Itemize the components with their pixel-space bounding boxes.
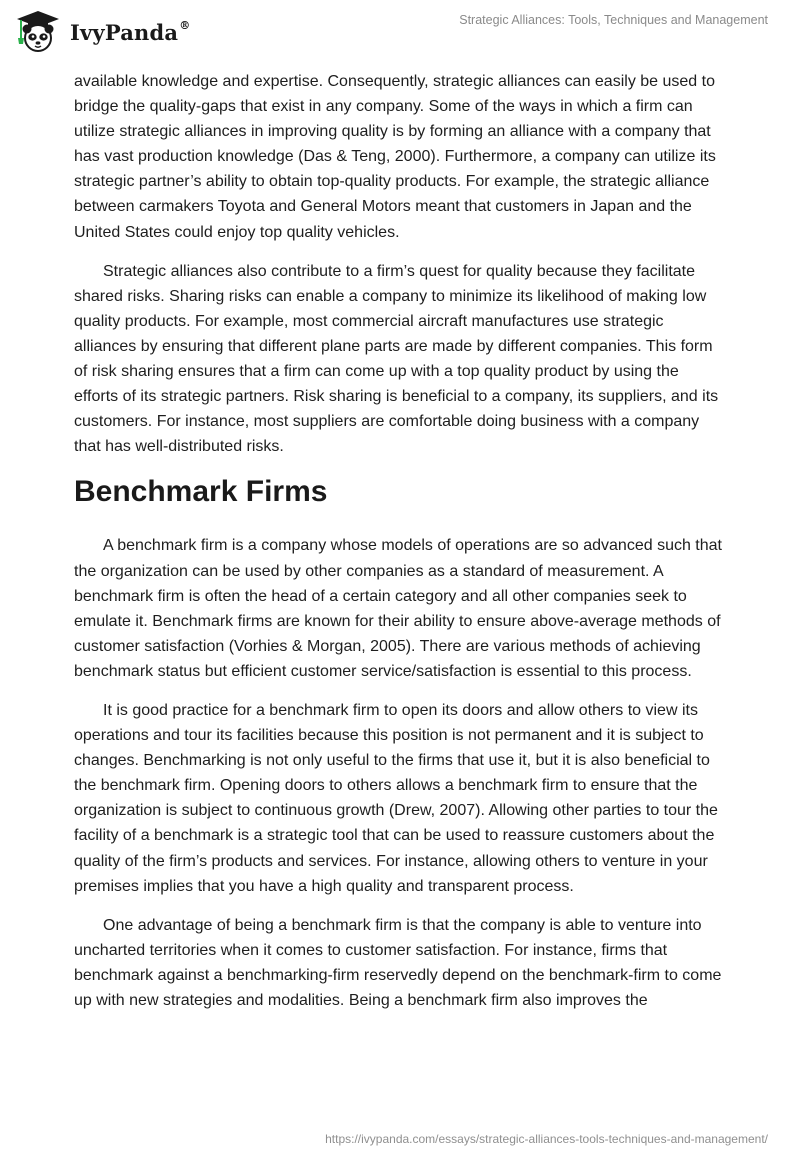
panda-graduate-icon: [14, 8, 62, 54]
section-heading: Benchmark Firms: [74, 475, 328, 509]
document-title: Strategic Alliances: Tools, Techniques and Management: [459, 13, 768, 27]
page-header: [0, 0, 800, 66]
paragraph: One advantage of being a benchmark firm is that the company is able to venture into uncharted territories when it comes to customer satisfaction. For instance, firms that benchmark against a benchmarking-firm reservedly depend on the benchmark-firm to come up with new strategies and modalities. Being a benchmark firm also improves the: [74, 916, 722, 1009]
paragraph: A benchmark firm is a company whose models of operations are so advanced such that the organization can be used by other companies as a standard of measurement. A benchmark firm is often the head of a certain category and all other companies seek to emulate it. Benchmark firms are known for their ability to ensure above-average methods of customer satisfaction (Vorhies & Morgan, 2005). There are various methods of achieving benchmark status but efficient customer service/satisfaction is essential to this process.: [74, 537, 722, 680]
paragraph: It is good practice for a benchmark firm to open its doors and allow others to view its operations and tour its facilities because this position is not permanent and it is subject to changes. Benchmarking is not only useful to the firms that use it, but it is also beneficial to the benchmark firm. Opening doors to others allows a benchmark firm to ensure that the organization is subject to continuous growth (Drew, 2007). Allowing other parties to tour the facility of a benchmark is a strategic tool that can be used to reassure customers about the quality of the firm’s products and services. For instance, allowing others to venture in your premises implies that you have a high quality and transparent process.: [74, 701, 718, 895]
logo-text: IvyPanda®: [70, 18, 191, 45]
essay-body: [74, 69, 726, 1027]
ivypanda-logo[interactable]: [14, 8, 190, 54]
source-url-link[interactable]: https://ivypanda.com/essays/strategic-alliances-tools-techniques-and-management/: [325, 1132, 768, 1146]
paragraph: available knowledge and expertise. Consequently, strategic alliances can easily be used to bridge the quality-gaps that exist in any company. Some of the ways in which a firm can utilize strategic alliances in improving quality is by forming an alliance with a company that has vast production knowledge (Das & Teng, 2000). Furthermore, a company can utilize its strategic partner’s ability to obtain top-quality products. For example, the strategic alliance between carmakers Toyota and General Motors meant that customers in Japan and the United States could enjoy top quality vehicles.: [74, 73, 716, 241]
paragraph: Strategic alliances also contribute to a firm’s quest for quality because they facilitate shared risks. Sharing risks can enable a company to minimize its likelihood of making low quality products. For example, most commercial aircraft manufactures use strategic alliances by ensuring that different plane parts are made by different companies. This form of risk sharing ensures that a firm can come up with a top quality product by using the efforts of its strategic partners. Risk sharing is beneficial to a company, its suppliers, and its customers. For instance, most suppliers are comfortable doing business with a company that has well-distributed risks.: [74, 262, 719, 456]
